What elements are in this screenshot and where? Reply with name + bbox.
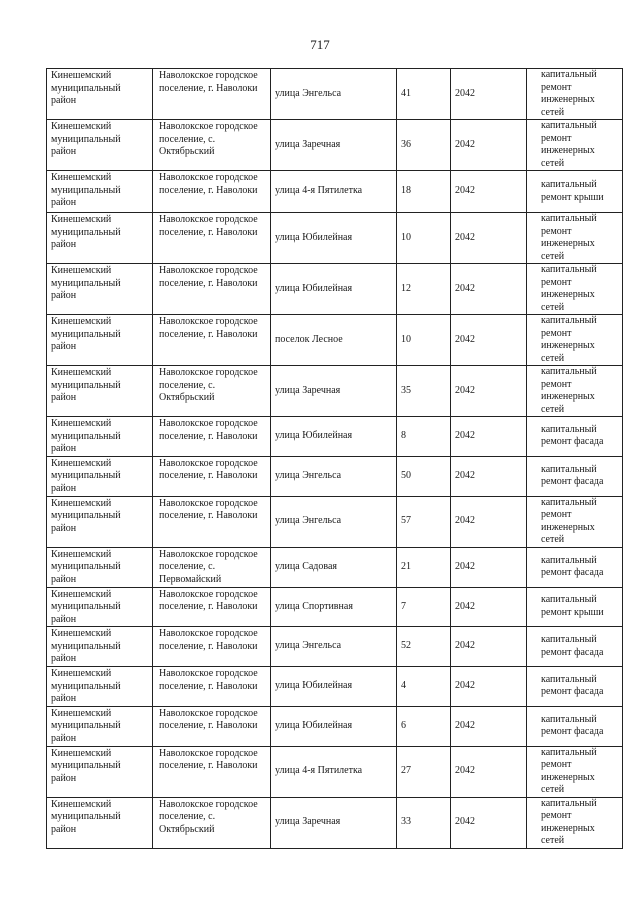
- house-number-cell: 41: [397, 69, 451, 120]
- table-row: [47, 587, 623, 627]
- year-cell: 2042: [451, 315, 527, 366]
- settlement-cell: Наволокское городское поселение, г. Наволоки: [153, 587, 271, 627]
- year-cell: 2042: [451, 706, 527, 746]
- house-number-cell: 18: [397, 171, 451, 213]
- street-cell: улица Садовая: [271, 547, 397, 587]
- street-cell: улица Энгельса: [271, 69, 397, 120]
- year-cell: 2042: [451, 547, 527, 587]
- year-cell: 2042: [451, 456, 527, 496]
- district-cell: Кинешемский муниципальный район: [47, 797, 153, 848]
- year-cell: 2042: [451, 69, 527, 120]
- work-type-cell: капитальный ремонт крыши: [527, 587, 623, 627]
- table-row: [47, 797, 623, 848]
- district-cell: Кинешемский муниципальный район: [47, 120, 153, 171]
- table-row: [47, 456, 623, 496]
- house-number-cell: 50: [397, 456, 451, 496]
- table-row: [47, 746, 623, 797]
- street-cell: улица Юбилейная: [271, 417, 397, 457]
- house-number-cell: 7: [397, 587, 451, 627]
- settlement-cell: Наволокское городское поселение, г. Наволоки: [153, 456, 271, 496]
- street-cell: улица 4-я Пятилетка: [271, 746, 397, 797]
- house-number-cell: 33: [397, 797, 451, 848]
- work-type-cell: капитальный ремонт крыши: [527, 171, 623, 213]
- year-cell: 2042: [451, 587, 527, 627]
- street-cell: улица Энгельса: [271, 496, 397, 547]
- settlement-cell: Наволокское городское поселение, г. Наволоки: [153, 746, 271, 797]
- street-cell: улица Заречная: [271, 797, 397, 848]
- district-cell: Кинешемский муниципальный район: [47, 315, 153, 366]
- work-type-cell: капитальный ремонт фасада: [527, 417, 623, 457]
- district-cell: Кинешемский муниципальный район: [47, 496, 153, 547]
- settlement-cell: Наволокское городское поселение, г. Наволоки: [153, 417, 271, 457]
- table-row: [47, 366, 623, 417]
- table-row: [47, 417, 623, 457]
- settlement-cell: Наволокское городское поселение, г. Наволоки: [153, 706, 271, 746]
- district-cell: Кинешемский муниципальный район: [47, 547, 153, 587]
- year-cell: 2042: [451, 366, 527, 417]
- settlement-cell: Наволокское городское поселение, г. Наволоки: [153, 69, 271, 120]
- district-cell: Кинешемский муниципальный район: [47, 456, 153, 496]
- settlement-cell: Наволокское городское поселение, г. Наволоки: [153, 627, 271, 667]
- work-type-cell: капитальный ремонт инженерных сетей: [527, 213, 623, 264]
- district-cell: Кинешемский муниципальный район: [47, 264, 153, 315]
- street-cell: улица Заречная: [271, 120, 397, 171]
- work-type-cell: капитальный ремонт инженерных сетей: [527, 496, 623, 547]
- district-cell: Кинешемский муниципальный район: [47, 366, 153, 417]
- street-cell: поселок Лесное: [271, 315, 397, 366]
- table-row: [47, 171, 623, 213]
- district-cell: Кинешемский муниципальный район: [47, 746, 153, 797]
- work-type-cell: капитальный ремонт фасада: [527, 547, 623, 587]
- street-cell: улица Юбилейная: [271, 667, 397, 707]
- work-type-cell: капитальный ремонт инженерных сетей: [527, 797, 623, 848]
- house-number-cell: 10: [397, 315, 451, 366]
- street-cell: улица Энгельса: [271, 456, 397, 496]
- year-cell: 2042: [451, 746, 527, 797]
- house-number-cell: 4: [397, 667, 451, 707]
- street-cell: улица 4-я Пятилетка: [271, 171, 397, 213]
- street-cell: улица Юбилейная: [271, 213, 397, 264]
- district-cell: Кинешемский муниципальный район: [47, 667, 153, 707]
- year-cell: 2042: [451, 417, 527, 457]
- work-type-cell: капитальный ремонт фасада: [527, 627, 623, 667]
- settlement-cell: Наволокское городское поселение, г. Наволоки: [153, 171, 271, 213]
- work-type-cell: капитальный ремонт инженерных сетей: [527, 315, 623, 366]
- district-cell: Кинешемский муниципальный район: [47, 587, 153, 627]
- work-type-cell: капитальный ремонт инженерных сетей: [527, 746, 623, 797]
- district-cell: Кинешемский муниципальный район: [47, 213, 153, 264]
- settlement-cell: Наволокское городское поселение, с. Октябрьский: [153, 797, 271, 848]
- house-number-cell: 6: [397, 706, 451, 746]
- settlement-cell: Наволокское городское поселение, г. Наволоки: [153, 496, 271, 547]
- house-number-cell: 8: [397, 417, 451, 457]
- table-row: [47, 627, 623, 667]
- table-row: [47, 69, 623, 120]
- year-cell: 2042: [451, 264, 527, 315]
- table-row: [47, 667, 623, 707]
- table-row: [47, 496, 623, 547]
- table-row: [47, 264, 623, 315]
- year-cell: 2042: [451, 171, 527, 213]
- settlement-cell: Наволокское городское поселение, с. Первомайский: [153, 547, 271, 587]
- work-type-cell: капитальный ремонт фасада: [527, 456, 623, 496]
- house-number-cell: 12: [397, 264, 451, 315]
- table-row: [47, 547, 623, 587]
- house-number-cell: 57: [397, 496, 451, 547]
- year-cell: 2042: [451, 213, 527, 264]
- year-cell: 2042: [451, 667, 527, 707]
- work-type-cell: капитальный ремонт инженерных сетей: [527, 69, 623, 120]
- settlement-cell: Наволокское городское поселение, с. Октябрьский: [153, 120, 271, 171]
- page-number: 717: [310, 37, 330, 52]
- table-row: [47, 315, 623, 366]
- settlement-cell: Наволокское городское поселение, г. Наволоки: [153, 213, 271, 264]
- district-cell: Кинешемский муниципальный район: [47, 69, 153, 120]
- work-type-cell: капитальный ремонт фасада: [527, 706, 623, 746]
- street-cell: улица Юбилейная: [271, 264, 397, 315]
- repair-schedule-table: [46, 68, 623, 849]
- house-number-cell: 36: [397, 120, 451, 171]
- settlement-cell: Наволокское городское поселение, г. Наволоки: [153, 264, 271, 315]
- district-cell: Кинешемский муниципальный район: [47, 627, 153, 667]
- street-cell: улица Спортивная: [271, 587, 397, 627]
- table-row: [47, 213, 623, 264]
- district-cell: Кинешемский муниципальный район: [47, 706, 153, 746]
- table-row: [47, 706, 623, 746]
- work-type-cell: капитальный ремонт инженерных сетей: [527, 120, 623, 171]
- year-cell: 2042: [451, 496, 527, 547]
- year-cell: 2042: [451, 797, 527, 848]
- year-cell: 2042: [451, 120, 527, 171]
- street-cell: улица Энгельса: [271, 627, 397, 667]
- district-cell: Кинешемский муниципальный район: [47, 171, 153, 213]
- district-cell: Кинешемский муниципальный район: [47, 417, 153, 457]
- house-number-cell: 10: [397, 213, 451, 264]
- table-body: [47, 69, 623, 849]
- work-type-cell: капитальный ремонт инженерных сетей: [527, 366, 623, 417]
- settlement-cell: Наволокское городское поселение, с. Октябрьский: [153, 366, 271, 417]
- table-row: [47, 120, 623, 171]
- work-type-cell: капитальный ремонт инженерных сетей: [527, 264, 623, 315]
- settlement-cell: Наволокское городское поселение, г. Наволоки: [153, 667, 271, 707]
- street-cell: улица Юбилейная: [271, 706, 397, 746]
- work-type-cell: капитальный ремонт фасада: [527, 667, 623, 707]
- house-number-cell: 27: [397, 746, 451, 797]
- settlement-cell: Наволокское городское поселение, г. Наволоки: [153, 315, 271, 366]
- house-number-cell: 35: [397, 366, 451, 417]
- street-cell: улица Заречная: [271, 366, 397, 417]
- house-number-cell: 21: [397, 547, 451, 587]
- house-number-cell: 52: [397, 627, 451, 667]
- year-cell: 2042: [451, 627, 527, 667]
